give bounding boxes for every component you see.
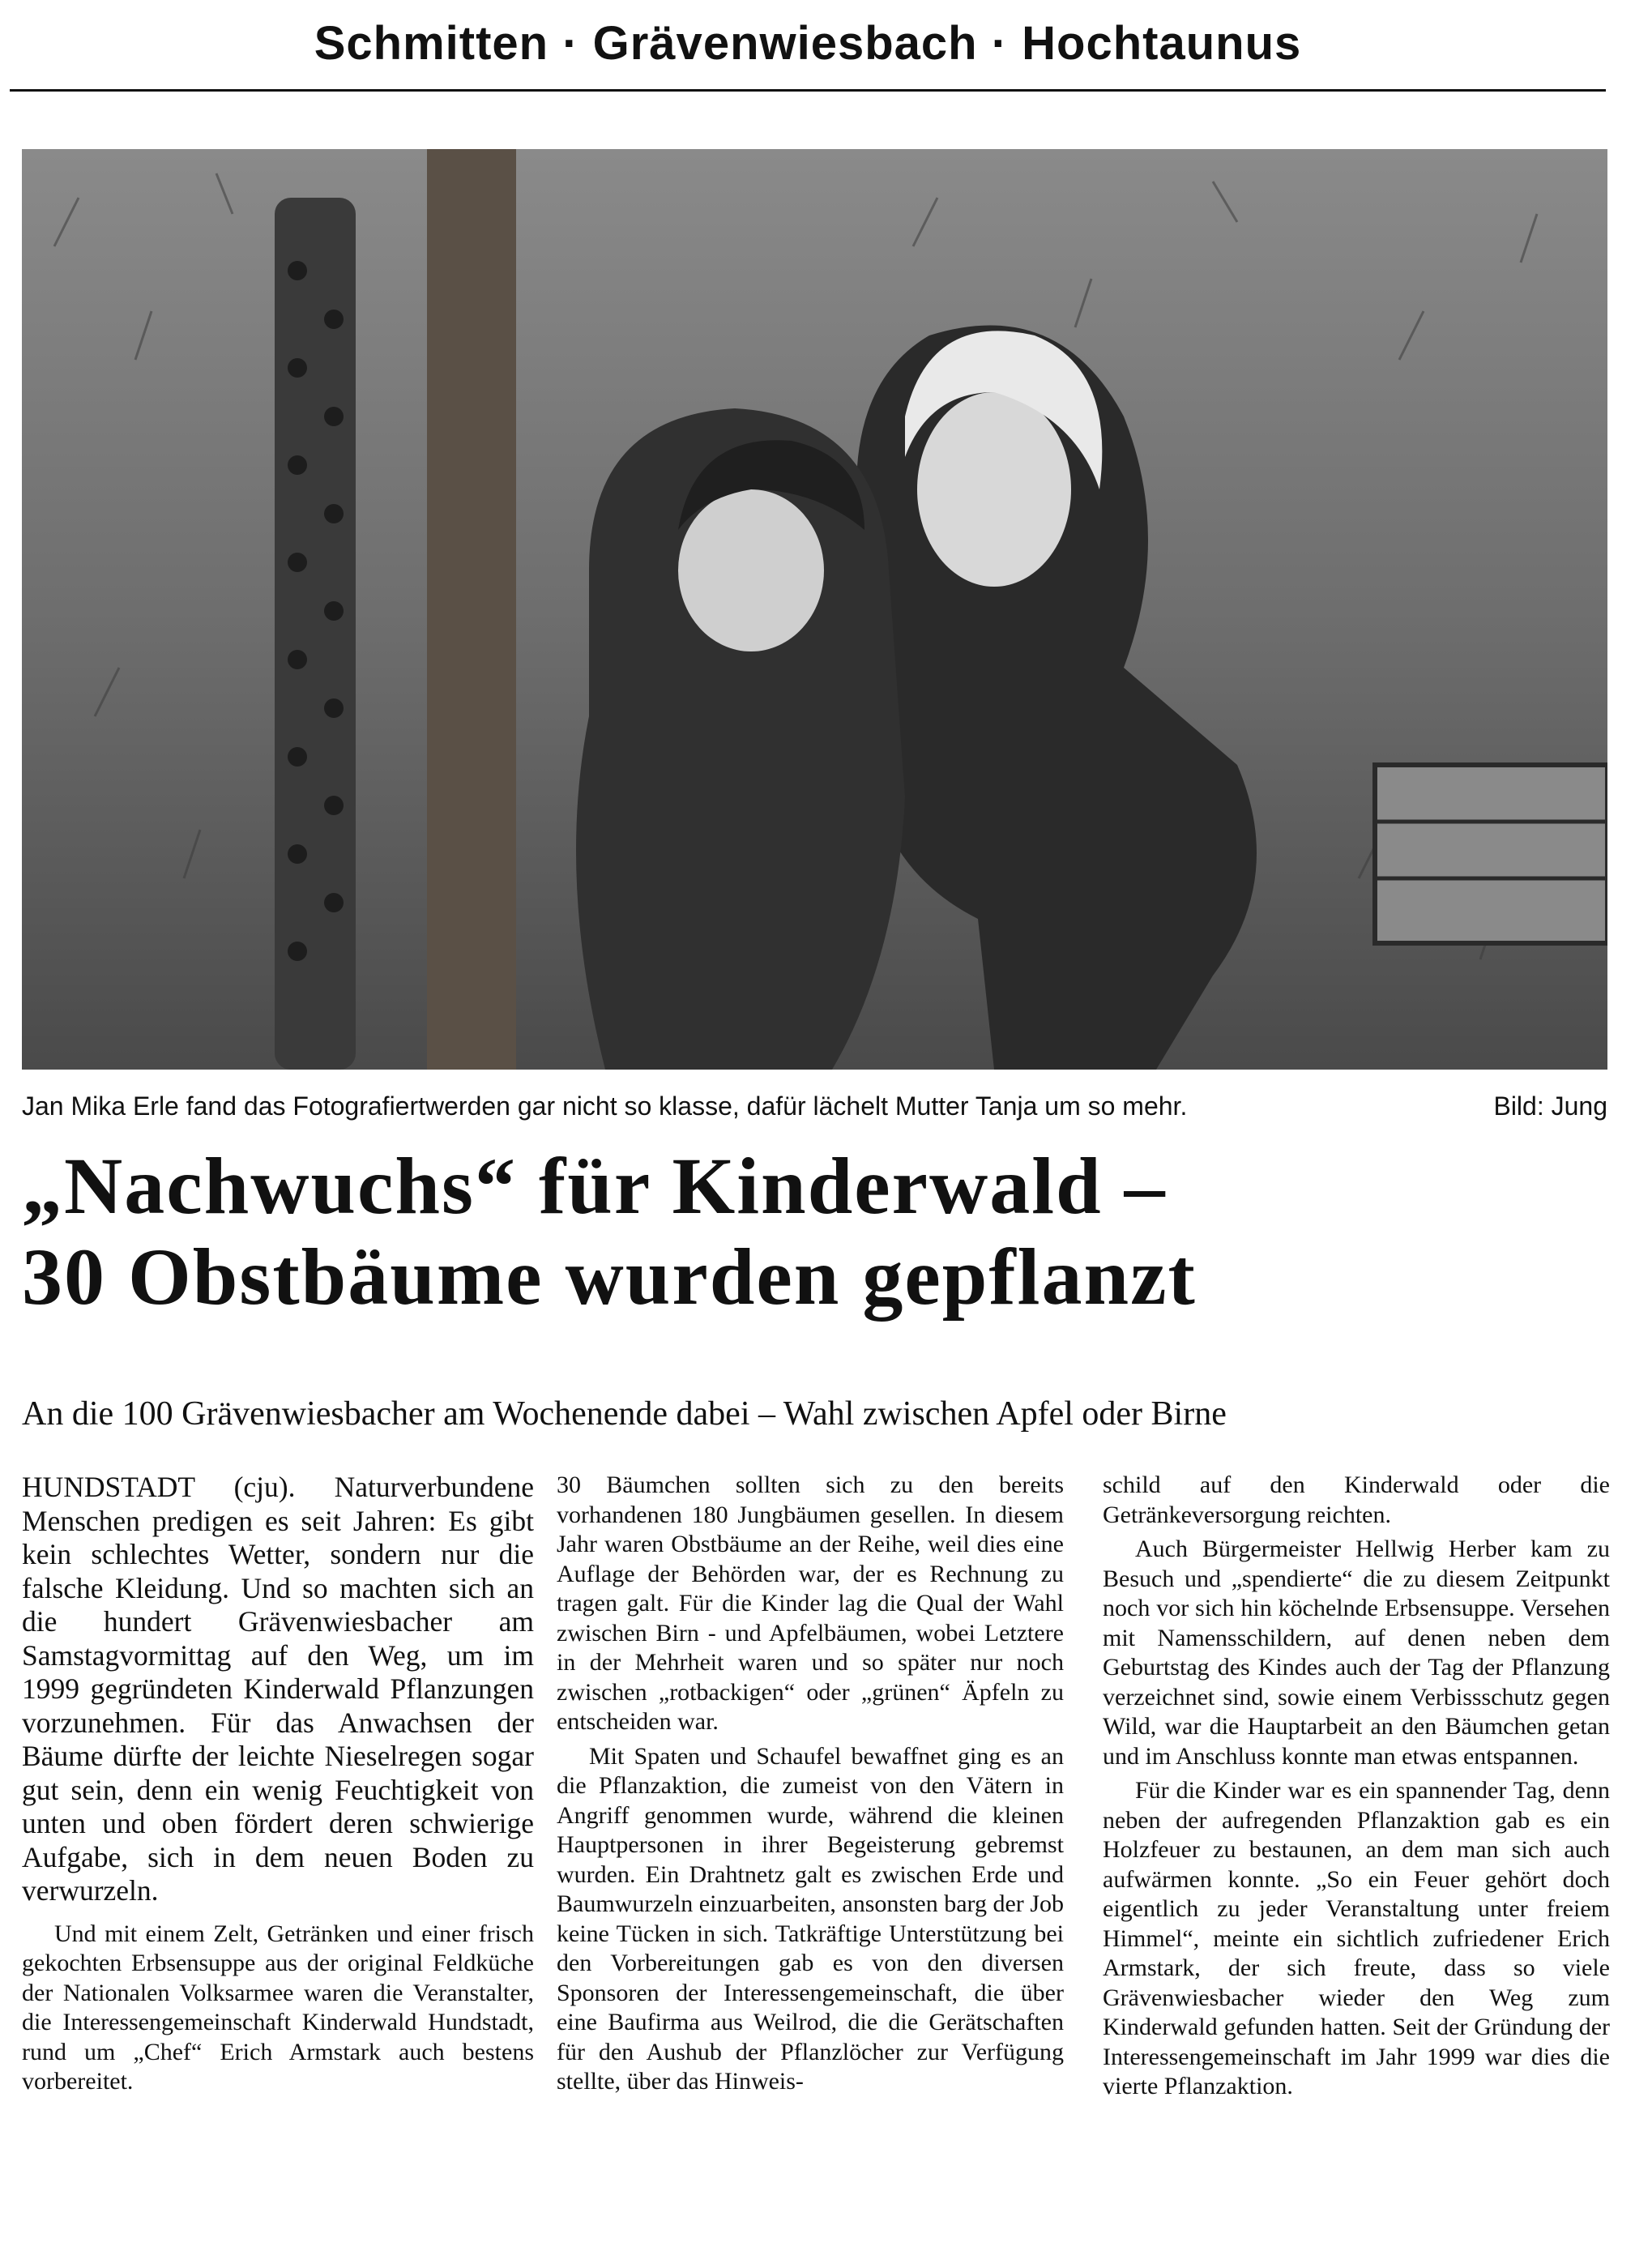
article-paragraph: Für die Kinder war es ein spannender Tag, denn neben der aufregenden Pflanzaktion gab es ein Holzfeuer zu bestaunen, an dem man sich auch aufwärmen konnte. „So ein Feuer gehört doch eigentlich zu jeder Veranstaltung unter freiem Himmel“, meinte ein sichtlich zufriedener Erich Armstark, der sich freute, dass so viele Grävenwiesbacher wieder den Weg zum Kinderwald gefunden hatten. Seit der Gründung der Interessengemeinschaft im Jahr 1999 war dies die vierte Pflanzaktion. [1103,1777,1610,2099]
photo-credit: Bild: Jung [1493,1091,1607,1121]
article-paragraph: Und mit einem Zelt, Getränken und einer frisch gekochten Erbsensuppe aus der original Feldküche der Nationalen Volksarmee waren die Veranstalter, die Interessengemeinschaft Kinderwald Hundstadt, rund um „Chef“ Erich Armstark auch bestens vorbereitet. [22,1920,534,2095]
article-paragraph: Mit Spaten und Schaufel bewaffnet ging es an die Pflanzaktion, die zumeist von den Vätern in Angriff genommen wurde, während die kleinen Hauptpersonen in ihrer Begeisterung gebremst wurden. Ein Drahtnetz galt es zwischen Erde und Baumwurzeln einzuarbeiten, ansonsten barg der Job keine Tücken in sich. Tatkräftige Unterstützung bei den Vorbereitungen gab es von den diversen Sponsoren der Interessengemeinschaft, die über eine Baufirma aus Weilrod, die die Gerätschaften für den Aushub der Pflanzlöcher zur Verfügung stellte, über das Hinweis- [557,1742,1064,2095]
subheadline: An die 100 Grävenwiesbacher am Wochenende dabei – Wahl zwischen Apfel oder Birne [22,1395,1227,1433]
tree-guard [275,198,356,1070]
article-photo [22,149,1607,1070]
article-body [22,1471,1610,2257]
article-column-1 [22,1471,534,2257]
article-column-3 [1103,1471,1610,2257]
photo-caption-row [22,1082,1607,1130]
article-column-2 [557,1471,1064,2257]
article-paragraph: Auch Bürgermeister Hellwig Herber kam zu Besuch und „spendierte“ die zu diesem Zeitpunkt noch vor sich hin köchelnde Erbsensuppe. Versehen mit Namensschildern, auf denen neben dem Geburtstag des Kindes auch der Tag der Pflanzung verzeichnet sind, sowie einem Verbissschutz gegen Wild, war die Hauptarbeit an den Bäumchen getan und im Anschluss konnte man etwas entspannen. [1103,1535,1610,1770]
article-paragraph: schild auf den Kinderwald oder die Getränkeversorgung reichten. [1103,1471,1610,1528]
headline-line-1: „Nachwuchs“ für Kinderwald – [22,1141,1167,1231]
header-rule [10,89,1606,92]
article-paragraph: HUNDSTADT (cju). Naturverbundene Menschen predigen es seit Jahren: Es gibt kein schlechtes Wetter, sondern nur die falsche Kleidung. Und so machten sich an die hundert Grävenwiesbacher am Samstagvormittag auf den Weg, um im 1999 gegründeten Kinderwald Pflanzungen vorzunehmen. Für das Anwachsen der Bäume dürfte der leichte Nieselregen sogar gut sein, denn ein wenig Feuchtigkeit von unten und oben fördert deren schwierige Aufgabe, sich in dem neuen Boden zu verwurzeln. [22,1471,534,1907]
headline-line-2: 30 Obstbäume wurden gepflanzt [22,1232,1197,1322]
wooden-crate [1375,765,1607,943]
article-paragraph: 30 Bäumchen sollten sich zu den bereits vorhandenen 180 Jungbäumen gesellen. In diesem Jahr waren Obstbäume an der Reihe, weil dies eine Auflage der Behörden war, der es Rechnung zu tragen galt. Für die Kinder lag die Qual der Wahl zwischen Birn - und Apfelbäumen, wobei Letztere in der Mehrheit waren und so später nur noch zwischen „rotbackigen“ oder „grünen“ Äpfeln zu entscheiden war. [557,1471,1064,1735]
photo-illustration [22,149,1607,1070]
headline [22,1141,1607,1322]
wooden-stake [427,149,516,1070]
photo-caption: Jan Mika Erle fand das Fotografiertwerden gar nicht so klasse, dafür lächelt Mutter Tanja um so mehr. [22,1091,1188,1121]
section-header: Schmitten · Grävenwiesbach · Hochtaunus [314,17,1302,70]
